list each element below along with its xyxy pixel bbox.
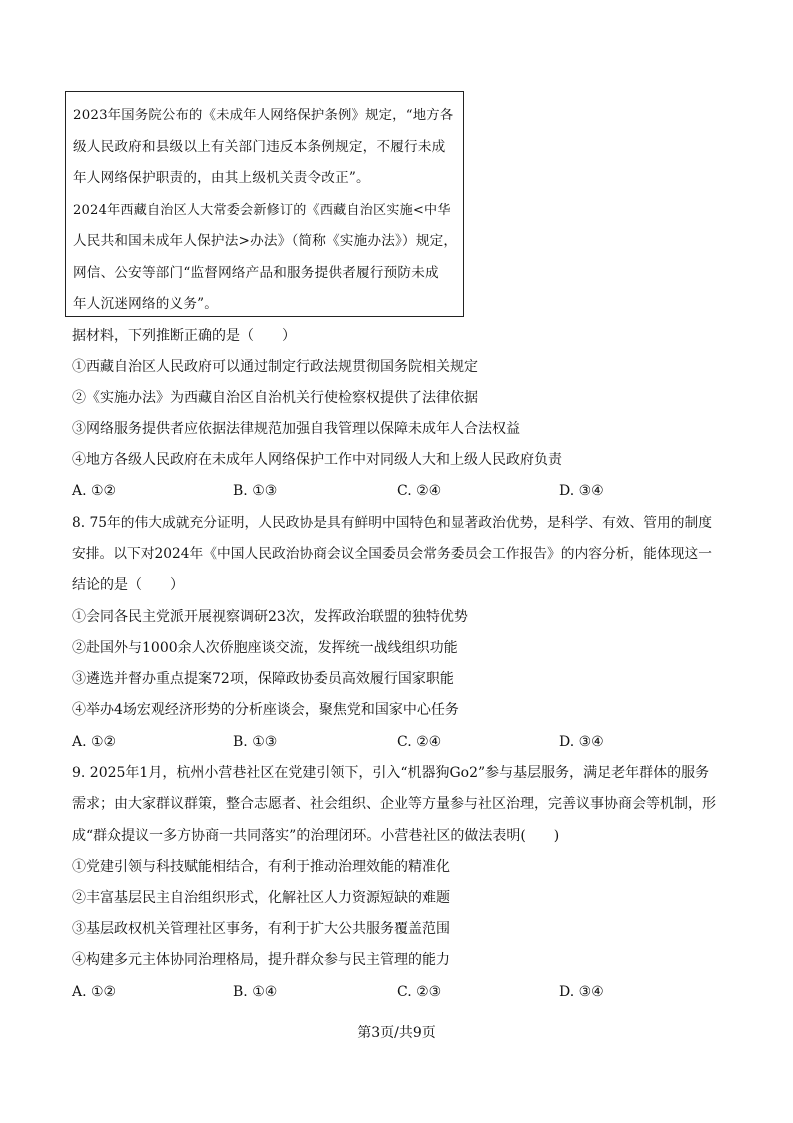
q9-options <box>72 982 722 1002</box>
q8-stem-line: 安排。以下对2024年《中国人民政治协商会议全国委员会常务委员会工作报告》的内容分析，能体现这一 <box>72 546 712 562</box>
q7-stem: 据材料，下列推断正确的是（ ） <box>72 328 296 344</box>
q7-option-c: C. ②④ <box>397 483 442 499</box>
material-line: 网信、公安等部门“监督网络产品和服务提供者履行预防未成 <box>73 264 439 281</box>
q9-stem-line: 需求；由大家群议群策，整合志愿者、社会组织、企业等方量参与社区治理，完善议事协商会等机制，形 <box>72 796 716 812</box>
q8-option-a: A. ①② <box>72 734 117 750</box>
q9-stem-line: 成“群众提议一多方协商一共同落实”的治理闭环。小营巷社区的做法表明( ) <box>72 828 560 844</box>
q8-statement-2: ②赴国外与1000余人次侨胞座谈交流，发挥统一战线组织功能 <box>72 640 458 656</box>
q7-option-a: A. ①② <box>72 483 117 499</box>
q9-statement-1: ①党建引领与科技赋能相结合，有利于推动治理效能的精准化 <box>72 859 450 875</box>
q9-stem-line: 9. 2025年1月，杭州小营巷社区在党建引领下，引入“机器狗Go2”参与基层服务，满足老年群体的服务 <box>72 765 710 781</box>
q7-statement-4: ④地方各级人民政府在未成年人网络保护工作中对同级人大和上级人民政府负责 <box>72 452 562 468</box>
q9-option-b: B. ①④ <box>233 984 278 1000</box>
material-line: 级人民政府和县级以上有关部门违反本条例规定，不履行未成 <box>73 138 446 155</box>
q8-option-d: D. ③④ <box>559 734 604 750</box>
q8-stem-line: 8. 75年的伟大成就充分证明，人民政协是具有鲜明中国特色和显著政治优势，是科学、有效、管用的制度 <box>72 515 712 531</box>
q9-option-a: A. ①② <box>72 984 117 1000</box>
q7-options <box>72 481 722 501</box>
page-number: 第3页/共9页 <box>357 1025 436 1041</box>
material-line: 2023年国务院公布的《未成年人网络保护条例》规定，“地方各 <box>73 108 454 123</box>
material-line: 年人沉迷网络的义务”。 <box>73 296 219 312</box>
material-line: 人民共和国未成年人保护法>办法》（简称《实施办法》）规定， <box>73 233 458 249</box>
q9-option-c: C. ②③ <box>397 984 442 1000</box>
q8-statement-4: ④举办4场宏观经济形势的分析座谈会，聚焦党和国家中心任务 <box>72 702 459 718</box>
q8-options <box>72 732 722 752</box>
material-line: 2024年西藏自治区人大常委会新修订的《西藏自治区实施<中华 <box>73 202 451 218</box>
q8-option-c: C. ②④ <box>397 734 442 750</box>
q7-statement-3: ③网络服务提供者应依据法律规范加强自我管理以保障未成年人合法权益 <box>72 421 520 437</box>
q9-statement-3: ③基层政权机关管理社区事务，有利于扩大公共服务覆盖范围 <box>72 921 450 937</box>
q8-statement-1: ①会同各民主党派开展视察调研23次，发挥政治联盟的独特优势 <box>72 609 468 625</box>
q7-option-b: B. ①③ <box>233 483 278 499</box>
q9-statement-4: ④构建多元主体协同治理格局，提升群众参与民主管理的能力 <box>72 952 450 968</box>
q9-statement-2: ②丰富基层民主自治组织形式，化解社区人力资源短缺的难题 <box>72 890 450 906</box>
q8-statement-3: ③遴选并督办重点提案72项，保障政协委员高效履行国家职能 <box>72 671 454 687</box>
q7-statement-1: ①西藏自治区人民政府可以通过制定行政法规贯彻国务院相关规定 <box>72 359 478 375</box>
q7-statement-2: ②《实施办法》为西藏自治区自治机关行使检察权提供了法律依据 <box>72 390 478 406</box>
q8-option-b: B. ①③ <box>233 734 278 750</box>
q7-option-d: D. ③④ <box>559 483 604 499</box>
q8-stem-line: 结论的是（ ） <box>72 577 184 593</box>
material-line: 年人网络保护职责的，由其上级机关责令改正”。 <box>73 170 370 186</box>
material-box <box>65 91 464 317</box>
q9-option-d: D. ③④ <box>559 984 604 1000</box>
